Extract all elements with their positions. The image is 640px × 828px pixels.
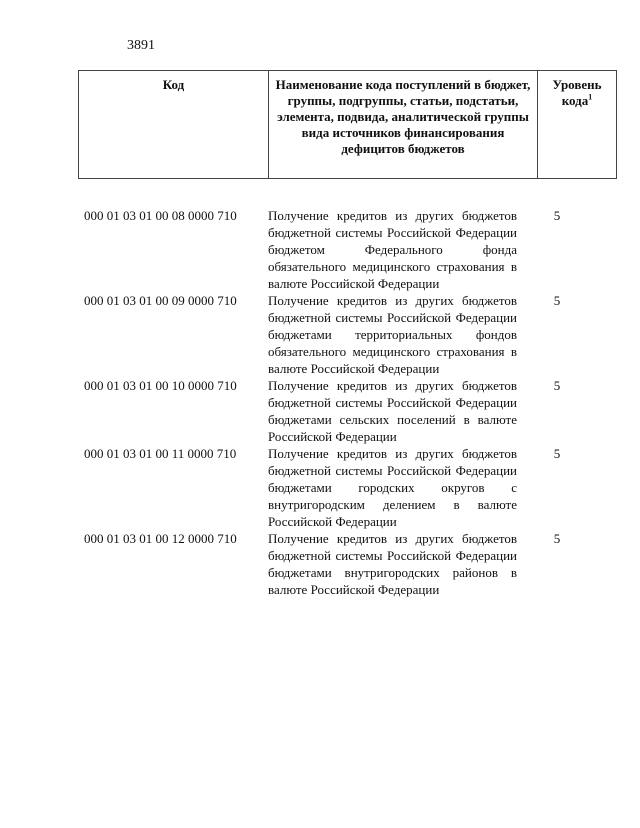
- row-level: 5: [553, 208, 561, 223]
- row-code: 000 01 03 01 00 08 0000 710: [84, 208, 237, 223]
- table-row: [78, 530, 595, 598]
- page-number: 3891: [127, 38, 155, 53]
- table-header: [78, 70, 617, 179]
- header-level: [538, 71, 617, 179]
- header-code-label: Код: [162, 77, 185, 92]
- header-level-label: Уровень кода: [552, 77, 602, 108]
- header-name: [269, 71, 538, 179]
- row-level: 5: [553, 531, 561, 546]
- header-code: [79, 71, 269, 179]
- row-name: Получение кредитов из других бюджетов бюджетной системы Российской Федерации бюджетами сельских поселений в валюте Российской Федерации: [268, 378, 517, 444]
- row-name: Получение кредитов из других бюджетов бюджетной системы Российской Федерации бюджетами внутригородских районов в валюте Российской Федерации: [268, 531, 517, 597]
- table-row: [78, 445, 595, 530]
- header-row: [79, 71, 617, 179]
- row-code: 000 01 03 01 00 12 0000 710: [84, 531, 237, 546]
- row-name: Получение кредитов из других бюджетов бюджетной системы Российской Федерации бюджетами территориальных фондов обязательного медицинского страхования в валюте Российской Федерации: [268, 293, 517, 376]
- header-level-footnote: 1: [588, 92, 593, 102]
- row-code: 000 01 03 01 00 10 0000 710: [84, 378, 237, 393]
- row-level: 5: [553, 446, 561, 461]
- table-body: [78, 207, 595, 598]
- table-row: [78, 207, 595, 292]
- row-level: 5: [553, 378, 561, 393]
- row-code: 000 01 03 01 00 09 0000 710: [84, 293, 237, 308]
- table-row: [78, 292, 595, 377]
- row-name: Получение кредитов из других бюджетов бюджетной системы Российской Федерации бюджетом Федерального фонда обязательного медицинского страхования в валюте Российской Федерации: [268, 208, 517, 291]
- row-name: Получение кредитов из других бюджетов бюджетной системы Российской Федерации бюджетами городских округов с внутригородским делением в валюте Российской Федерации: [268, 446, 517, 529]
- table-row: [78, 377, 595, 445]
- row-code: 000 01 03 01 00 11 0000 710: [84, 446, 237, 461]
- row-level: 5: [553, 293, 561, 308]
- header-name-label: Наименование кода поступлений в бюджет, группы, подгруппы, статьи, подстатьи, элемента, подвида, аналитической группы вида источников финансирования дефицитов бюджетов: [275, 77, 531, 156]
